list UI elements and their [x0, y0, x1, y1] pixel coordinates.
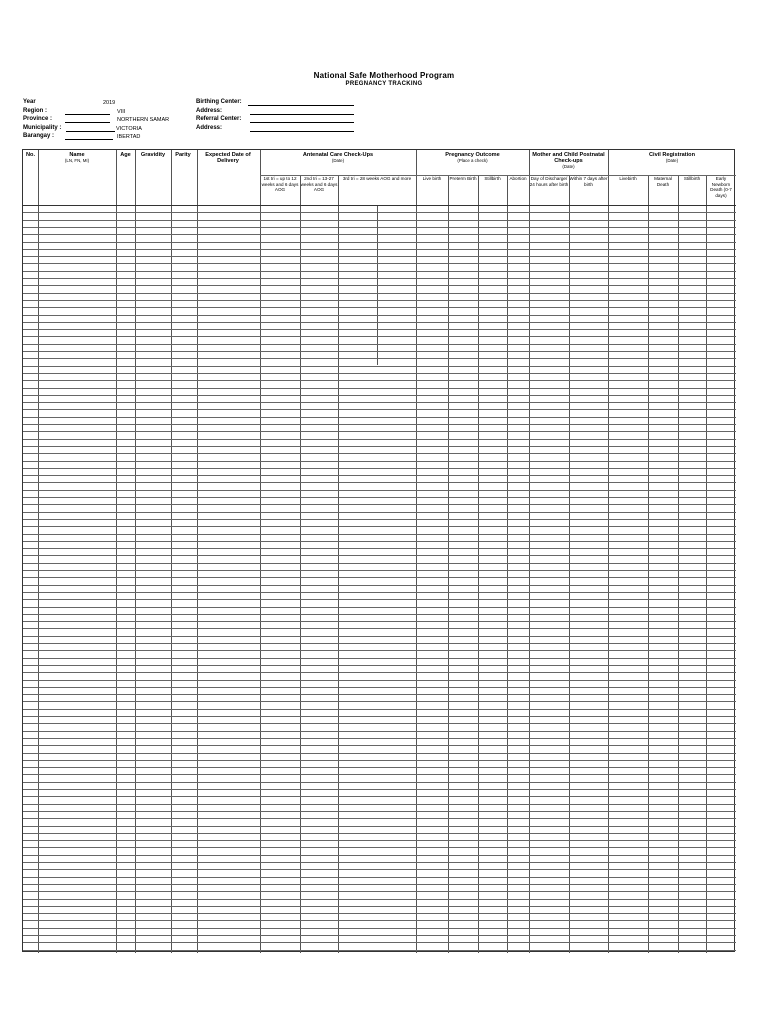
col-age: Age	[120, 152, 131, 158]
sub-stillbirth: Stillbirth	[484, 176, 501, 181]
row-line	[23, 212, 736, 213]
col-outcome-sub: (Place a check)	[457, 158, 488, 163]
row-line	[23, 950, 736, 951]
row-line	[23, 336, 736, 337]
col-name-label: Name	[69, 152, 85, 158]
row-line	[23, 628, 736, 629]
sub-preterm: Preterm Birth	[449, 176, 477, 181]
row-line	[23, 424, 736, 425]
row-line	[23, 884, 736, 885]
sub-abortion: Abortion	[509, 176, 527, 181]
col-parity: Parity	[175, 152, 191, 158]
field-value[interactable]: NORTHERN SAMAR	[117, 117, 170, 123]
field-value[interactable]: VICTORIA	[116, 125, 142, 132]
col-no: No.	[25, 152, 35, 158]
col-outcome	[416, 152, 529, 164]
field-underline	[65, 107, 110, 115]
header-right	[196, 98, 366, 132]
row-line	[23, 417, 736, 418]
sub-anc-1: 1st tri = up to 12 weeks and 6 days AOG	[261, 176, 299, 193]
row-line	[23, 409, 736, 410]
row-line	[23, 395, 736, 396]
field-value[interactable]: VIII	[117, 108, 126, 115]
row-line	[23, 738, 736, 739]
col-civil	[608, 152, 736, 164]
row-line	[23, 599, 736, 600]
row-line	[23, 607, 736, 608]
row-line	[23, 315, 736, 316]
col-civil-sub: (Date)	[665, 158, 679, 163]
row-line	[23, 285, 736, 286]
field-underline	[66, 124, 115, 132]
row-line	[23, 512, 736, 513]
field-label: Region :	[23, 107, 47, 114]
header-left	[23, 98, 203, 141]
row-line	[23, 541, 736, 542]
row-line	[23, 745, 736, 746]
row-line	[23, 621, 736, 622]
sub-cr-maternal: Maternal Death	[654, 176, 672, 187]
row-line	[23, 928, 736, 929]
row-line	[23, 329, 736, 330]
field-underline	[65, 132, 113, 140]
field-municipality	[23, 124, 203, 133]
field-underline[interactable]	[250, 124, 354, 132]
col-pnc	[529, 152, 608, 170]
col-edd: Expected Date of Delivery	[205, 152, 251, 164]
document-subtitle: PREGNANCY TRACKING	[345, 81, 423, 87]
row-line	[23, 782, 736, 783]
row-line	[23, 300, 736, 301]
row-line	[23, 585, 736, 586]
row-line	[23, 855, 736, 856]
sub-anc-2: 2nd tri = 13-27 weeks and 6 days AOG	[300, 176, 338, 193]
row-line	[23, 242, 736, 243]
field-underline[interactable]	[248, 98, 354, 106]
field-province	[23, 115, 203, 124]
row-line	[23, 439, 736, 440]
row-line	[23, 643, 736, 644]
row-line	[23, 431, 736, 432]
row-line	[23, 789, 736, 790]
col-anc-label: Antenatal Care Check-Ups	[302, 152, 374, 158]
row-line	[23, 358, 736, 359]
document-title: National Safe Motherhood Program	[313, 71, 455, 80]
row-line	[23, 446, 736, 447]
row-line	[23, 482, 736, 483]
row-line	[23, 680, 736, 681]
field-value[interactable]: IBERTAD	[117, 134, 141, 140]
row-line	[23, 826, 736, 827]
row-line	[23, 935, 736, 936]
sub-anc-3: 3rd tri = 28 weeks AOG and more	[342, 176, 412, 181]
row-line	[23, 461, 736, 462]
field-label: Year	[23, 99, 36, 105]
field-underline[interactable]	[250, 115, 354, 123]
row-line	[23, 453, 736, 454]
row-line	[23, 271, 736, 272]
col-gravidity: Gravidity	[140, 152, 166, 158]
row-line	[23, 548, 736, 549]
row-line	[23, 650, 736, 651]
row-line	[23, 716, 736, 717]
field-underline[interactable]	[250, 107, 354, 115]
row-line	[23, 723, 736, 724]
pregnancy-tracking-table	[22, 149, 735, 952]
row-line	[23, 694, 736, 695]
col-name-sub: (LN, FN, MI)	[64, 158, 90, 163]
row-line	[23, 293, 736, 294]
field-year	[23, 98, 203, 107]
col-civil-label: Civil Registration	[648, 152, 695, 158]
field-label: Barangay :	[23, 133, 55, 139]
row-line	[23, 380, 736, 381]
row-line	[23, 672, 736, 673]
row-line	[23, 906, 736, 907]
row-line	[23, 388, 736, 389]
field-label: Address:	[196, 124, 223, 131]
row-line	[23, 840, 736, 841]
row-line	[23, 366, 736, 367]
row-line	[23, 490, 736, 491]
row-line	[23, 658, 736, 659]
row-line	[23, 804, 736, 805]
row-line	[23, 475, 736, 476]
row-line	[23, 344, 736, 345]
row-line	[23, 862, 736, 863]
row-line	[23, 577, 736, 578]
field-value[interactable]: 2019	[103, 100, 116, 106]
col-pnc-label: Mother and Child Postnatal Check-ups	[532, 152, 605, 164]
row-line	[23, 811, 736, 812]
row-line	[23, 636, 736, 637]
field-birthing-address	[196, 107, 366, 116]
row-line	[23, 942, 736, 943]
row-line	[23, 592, 736, 593]
row-line	[23, 227, 736, 228]
row-line	[23, 220, 736, 221]
row-line	[23, 307, 736, 308]
field-label: Birthing Center:	[196, 99, 242, 105]
row-line	[23, 877, 736, 878]
row-line	[23, 519, 736, 520]
row-line	[23, 234, 736, 235]
row-line	[23, 774, 736, 775]
row-line	[23, 891, 736, 892]
row-line	[23, 833, 736, 834]
row-line	[23, 351, 736, 352]
field-referral-center	[196, 115, 366, 124]
sub-cr-livebirth: Livebirth	[619, 176, 637, 181]
row-line	[23, 899, 736, 900]
header-divider	[260, 175, 736, 176]
row-line	[23, 256, 736, 257]
field-barangay	[23, 132, 203, 141]
field-label: Address:	[196, 107, 223, 114]
field-label: Referral Center:	[196, 116, 242, 122]
row-line	[23, 687, 736, 688]
col-anc	[260, 152, 416, 164]
sub-live-birth: Live birth	[422, 176, 442, 181]
field-underline	[65, 115, 110, 123]
row-line	[23, 555, 736, 556]
row-line	[23, 534, 736, 535]
col-outcome-label: Pregnancy Outcome	[445, 152, 500, 158]
row-line	[23, 665, 736, 666]
row-line	[23, 614, 736, 615]
row-line	[23, 278, 736, 279]
row-line	[23, 767, 736, 768]
row-line	[23, 322, 736, 323]
row-line	[23, 760, 736, 761]
sub-discharge: Day of Discharge/ 24 hours after birth	[529, 176, 569, 187]
row-line	[23, 796, 736, 797]
field-birthing-center	[196, 98, 366, 107]
row-line	[23, 468, 736, 469]
row-line	[23, 818, 736, 819]
field-label: Province :	[23, 116, 53, 122]
row-line	[23, 753, 736, 754]
field-label: Municipality :	[23, 124, 62, 131]
sub-cr-stillbirth: Stillbirth	[683, 176, 701, 181]
row-line	[23, 497, 736, 498]
row-line	[23, 847, 736, 848]
row-line	[23, 920, 736, 921]
row-line	[23, 526, 736, 527]
col-name	[38, 152, 116, 164]
header-bottom	[23, 205, 736, 206]
field-region	[23, 107, 203, 116]
sub-within7: Within 7 days after birth	[569, 176, 608, 187]
field-referral-address	[196, 124, 366, 133]
row-line	[23, 913, 736, 914]
row-line	[23, 570, 736, 571]
row-line	[23, 263, 736, 264]
row-line	[23, 402, 736, 403]
row-line	[23, 709, 736, 710]
sub-cr-newborn: Early Newborn Death (0-7 days)	[710, 176, 732, 198]
row-line	[23, 731, 736, 732]
row-line	[23, 869, 736, 870]
row-line	[23, 701, 736, 702]
col-pnc-sub: (Date)	[562, 164, 575, 169]
row-line	[23, 504, 736, 505]
col-anc-sub: (Date)	[331, 158, 345, 163]
row-line	[23, 249, 736, 250]
row-line	[23, 563, 736, 564]
row-line	[23, 373, 736, 374]
